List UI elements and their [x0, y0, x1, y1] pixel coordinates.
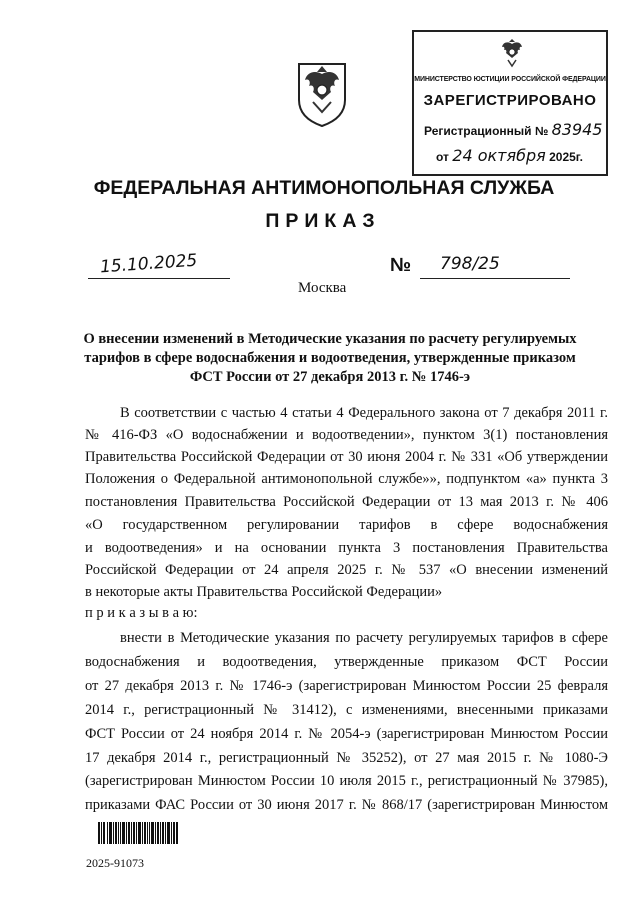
body-line: № 416-ФЗ «О водоснабжении и водоотведении», пунктом 3(1) постановления — [85, 427, 608, 443]
coat-of-arms-emblem — [293, 60, 351, 128]
stamp-date-year: 2025г. — [549, 150, 583, 164]
body-line: 2014 г., регистрационный № 31412), с изменениями, внесенными приказами — [85, 702, 608, 718]
stamp-registration — [424, 120, 602, 139]
stamp-status: ЗАРЕГИСТРИРОВАНО — [423, 92, 597, 109]
body-line: ФСТ России от 24 ноября 2014 г. № 2054-э (зарегистрирован Минюстом России — [85, 726, 608, 742]
body-line: Российской Федерации от 24 апреля 2025 г. № 537 «О внесении изменений — [85, 562, 608, 578]
order-date: 15.10.2025 — [99, 250, 198, 278]
body-line: Правительства Российской Федерации от 30 июня 2004 г. № 331 «Об утверждении — [85, 449, 608, 465]
subject-line: тарифов в сфере водоснабжения и водоотведения, утвержденные приказом — [84, 350, 576, 366]
order-number: 798/25 — [440, 254, 500, 274]
body-line: в некоторые акты Правительства Российской Федерации» — [85, 584, 443, 600]
body-line: (зарегистрирован Минюстом России 10 июля 2015 г., регистрационный № 37985), — [85, 773, 608, 789]
body-line: Положения о Федеральной антимонопольной службе»», подпунктом «а» пункта 3 — [85, 471, 608, 487]
body-line: 17 декабря 2014 г., регистрационный № 35252), от 27 мая 2015 г. № 1080-Э — [85, 750, 608, 766]
body-line: внести в Методические указания по расчету регулируемых тарифов в сфере — [120, 630, 608, 646]
body-line: постановления Правительства Российской Федерации от 13 мая 2013 г. № 406 — [85, 494, 608, 510]
document-code: 2025-91073 — [86, 856, 144, 870]
stamp-ministry: МИНИСТЕРСТВО ЮСТИЦИИ РОССИЙСКОЙ ФЕДЕРАЦИИ — [414, 76, 606, 83]
stamp-date — [436, 146, 583, 165]
city: Москва — [298, 280, 347, 296]
agency-title: ФЕДЕРАЛЬНАЯ АНТИМОНОПОЛЬНАЯ СЛУЖБА — [93, 177, 555, 199]
stamp-date-handwritten: 24 октября — [452, 146, 546, 165]
number-sign: № — [390, 255, 412, 276]
order-directive: п р и к а з ы в а ю: — [85, 605, 198, 621]
stamp-reg-number: 83945 — [551, 120, 603, 139]
stamp-reg-label: Регистрационный № — [424, 124, 549, 138]
body-line: и водоотведения» и на основании пункта 3 постановления Правительства — [85, 540, 608, 556]
barcode — [98, 822, 178, 844]
stamp-emblem-icon — [498, 38, 526, 70]
body-line: приказами ФАС России от 30 июня 2017 г. № 868/17 (зарегистрирован Минюстом — [85, 797, 608, 813]
stamp-date-prefix: от — [436, 150, 449, 164]
body-line: водоснабжения и водоотведения, утвержденные приказом ФСТ России — [85, 654, 608, 670]
subject-line: О внесении изменений в Методические указания по расчету регулируемых — [83, 331, 577, 347]
order-subject — [70, 330, 590, 387]
registration-stamp — [412, 30, 608, 176]
subject-line: ФСТ России от 27 декабря 2013 г. № 1746-э — [189, 369, 471, 385]
body-line: В соответствии с частью 4 статьи 4 Федерального закона от 7 декабря 2011 г. — [120, 405, 608, 421]
document-type: ПРИКАЗ — [265, 210, 381, 232]
body-line: от 27 декабря 2013 г. № 1746-э (зарегистрирован Минюстом России 25 февраля — [85, 678, 608, 694]
body-line: «О государственном регулировании тарифов в сфере водоснабжения — [85, 517, 608, 533]
